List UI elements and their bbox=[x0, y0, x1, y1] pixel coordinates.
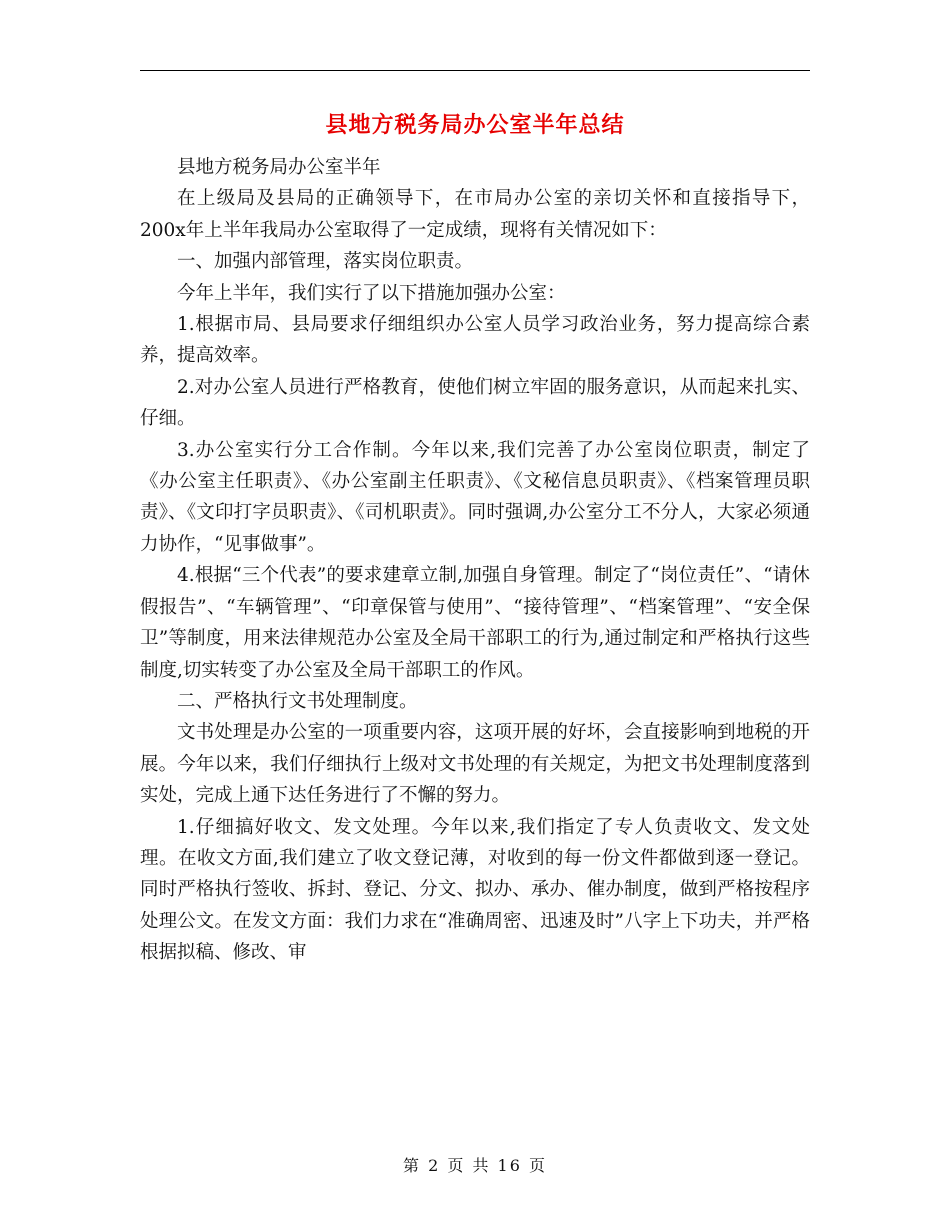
paragraph: 在上级局及县局的正确领导下，在市局办公室的亲切关怀和直接指导下，200x年上半年我局办公室取得了一定成绩，现将有关情况如下： bbox=[140, 188, 810, 241]
document-body bbox=[140, 152, 810, 969]
list-item: 1.根据市局、县局要求仔细组织办公室人员学习政治业务，努力提高综合素养，提高效率。 bbox=[140, 314, 810, 367]
section-heading: 二、严格执行文书处理制度。 bbox=[177, 690, 418, 712]
section-heading: 一、加强内部管理，落实岗位职责。 bbox=[177, 251, 474, 273]
paragraph: 县地方税务局办公室半年 bbox=[177, 157, 381, 178]
paragraph: 文书处理是办公室的一项重要内容，这项开展的好坏，会直接影响到地税的开展。今年以来，我们仔细执行上级对文书处理的有关规定，为把文书处理制度落到实处，完成上通下达任务进行了不懈的努力。 bbox=[140, 722, 810, 807]
document-title: 县地方税务局办公室半年总结 bbox=[325, 112, 625, 138]
page-footer: 第 2 页 共 16 页 bbox=[403, 1156, 547, 1175]
list-item: 2.对办公室人员进行严格教育，使他们树立牢固的服务意识，从而起来扎实、仔细。 bbox=[140, 376, 810, 430]
list-item: 1.仔细搞好收文、发文处理。今年以来,我们指定了专人负责收文、发文处理。在收文方面,我们建立了收文登记薄，对收到的每一份文件都做到逐一登记。同时严格执行签收、拆封、登记、分文、拟办、承办、催办制度，做到严格按程序处理公文。在发文方面：我们力求在“准确周密、迅速及时”八字上下功夫，并严格根据拟稿、修改、审 bbox=[140, 816, 810, 964]
list-item: 3.办公室实行分工合作制。今年以来,我们完善了办公室岗位职责，制定了《办公室主任职责》、《办公室副主任职责》、《文秘信息员职责》、《档案管理员职责》、《文印打字员职责》、《司机职责》。同时强调,办公室分工不分人，大家必须通力协作，“见事做事”。 bbox=[140, 439, 810, 555]
header-rule bbox=[140, 70, 810, 71]
list-item: 4.根据“三个代表”的要求建章立制,加强自身管理。制定了“岗位责任”、“请休假报告”、“车辆管理”、“印章保管与使用”、“接待管理”、“档案管理”、“安全保卫”等制度，用来法律规范办公室及全局干部职工的行为,通过制定和严格执行这些制度,切实转变了办公室及全局干部职工的作风。 bbox=[140, 565, 810, 681]
paragraph: 今年上半年，我们实行了以下措施加强办公室： bbox=[177, 282, 566, 304]
